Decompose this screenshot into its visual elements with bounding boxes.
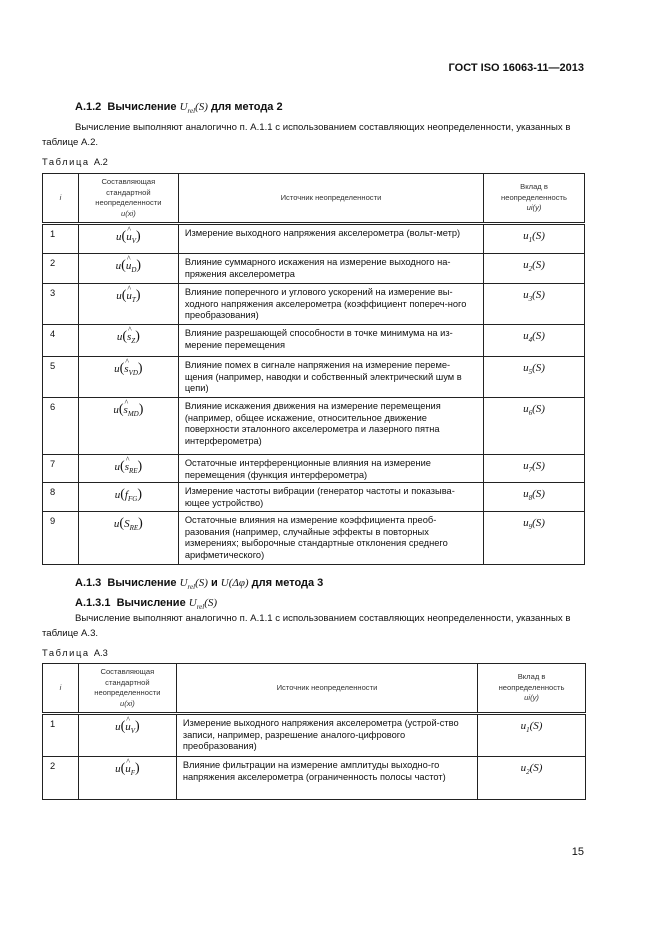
- section-heading-a13: [75, 577, 323, 591]
- row-index: 5: [43, 357, 79, 398]
- paren-close: ): [135, 761, 140, 776]
- formula-variable: ^ u: [125, 722, 131, 734]
- row-index: 2: [43, 254, 79, 284]
- row-index: 9: [43, 512, 79, 565]
- paren-close: ): [135, 719, 140, 734]
- row-index: 3: [43, 284, 79, 325]
- contribution-arg: (S): [532, 330, 545, 342]
- contribution-index: 3: [528, 295, 533, 304]
- heading-text: и: [210, 577, 218, 589]
- component-formula: [78, 254, 178, 284]
- paren-close: ): [137, 361, 143, 376]
- heading-text: Вычисление: [107, 101, 177, 113]
- heading-text: для метода 2: [210, 101, 283, 113]
- header-i: [43, 174, 79, 224]
- formula-urel: [179, 101, 208, 116]
- contribution-index: 8: [528, 494, 533, 503]
- formula-subscript: D: [131, 266, 137, 275]
- section-heading-a12: [75, 101, 283, 115]
- paren-open: (: [122, 329, 128, 344]
- contribution: [484, 254, 585, 284]
- contribution-index: 5: [528, 368, 533, 377]
- contribution-symbol: u: [523, 362, 529, 374]
- header-component-symbol: u(xi): [120, 208, 136, 218]
- contribution-symbol: u: [523, 259, 529, 271]
- header-contribution-label: Вклад в неопределенность: [501, 182, 567, 202]
- header-contribution: [484, 174, 585, 224]
- row-index: 8: [43, 483, 79, 512]
- uncertainty-source: Влияние помех в сигнале напряжения на измерение переме-щения (например, наводки и собственный электрический шум в цепи): [178, 357, 483, 398]
- formula-arg: (S): [195, 101, 208, 113]
- component-formula: [78, 757, 176, 800]
- contribution-arg: (S): [529, 720, 543, 732]
- component-formula: [78, 325, 178, 357]
- formula-subscript: V: [130, 727, 136, 736]
- heading-text: Вычисление: [107, 577, 177, 589]
- component-formula: [78, 357, 178, 398]
- row-index: 7: [43, 455, 79, 483]
- table-row: [43, 483, 585, 512]
- header-source: Источник неопределенности: [178, 174, 483, 224]
- paren-open: (: [119, 516, 125, 531]
- formula-variable: ^ s: [124, 405, 128, 417]
- contribution-index: 6: [528, 409, 533, 418]
- table-row: [43, 357, 585, 398]
- document-id: ГОСТ ISO 16063-11—2013: [448, 62, 584, 74]
- contribution-arg: (S): [532, 362, 545, 374]
- uncertainty-source: Измерение выходного напряжения акселерометра (устрой-ство записи, например, разрешение аналого-цифрового преобразования): [176, 714, 477, 757]
- paren-close: ): [137, 487, 142, 502]
- formula-subscript: RE: [128, 467, 138, 476]
- contribution-arg: (S): [532, 230, 545, 242]
- formula-variable: ^ u: [126, 261, 132, 273]
- uncertainty-source: Влияние разрешающей способности в точке минимума на из-мерение перемещения: [178, 325, 483, 357]
- header-component: [78, 174, 178, 224]
- formula-variable: S: [124, 518, 130, 530]
- formula-subscript: V: [131, 237, 136, 246]
- contribution-arg: (S): [532, 517, 545, 529]
- component-formula: [78, 483, 178, 512]
- component-formula: [78, 224, 178, 254]
- caption-word: Таблица: [42, 157, 90, 167]
- formula-function: u: [116, 331, 123, 343]
- table-row: [43, 224, 585, 254]
- section-number: А.1.3: [75, 577, 102, 589]
- table-row: [43, 325, 585, 357]
- row-index: 1: [43, 224, 79, 254]
- formula-subscript: rel: [187, 107, 196, 116]
- header-component-label: Составляющая стандартной неопределенности: [94, 667, 161, 697]
- header-component-symbol: u(xi): [119, 698, 135, 708]
- contribution: [484, 325, 585, 357]
- caption-number: А.2: [93, 157, 108, 167]
- page-number: 15: [571, 846, 584, 858]
- formula-subscript: T: [131, 296, 136, 305]
- contribution-symbol: u: [523, 330, 529, 342]
- component-formula: [78, 398, 178, 455]
- header-contribution-label: Вклад в неопределенность: [498, 672, 565, 692]
- formula-variable: ^ s: [125, 462, 129, 474]
- formula-variable: ^ u: [125, 764, 131, 776]
- contribution-index: 1: [528, 236, 533, 245]
- table-caption-a3: [42, 648, 108, 658]
- section-number: А.1.2: [75, 101, 102, 113]
- paren-close: ): [135, 329, 140, 344]
- formula-subscript: F: [130, 769, 136, 778]
- contribution: [484, 284, 585, 325]
- uncertainty-source: Влияние фильтрации на измерение амплитуды выходно-го напряжения акселерометра (ограниченность полосы частот): [176, 757, 477, 800]
- contribution: [484, 224, 585, 254]
- component-formula: [78, 714, 176, 757]
- header-i-label: i: [59, 682, 62, 692]
- row-index: 2: [43, 757, 79, 800]
- heading-text: Вычисление: [116, 597, 186, 609]
- formula-function: u: [116, 290, 122, 302]
- table-row: [43, 455, 585, 483]
- contribution-symbol: u: [523, 230, 529, 242]
- header-contribution: [478, 664, 586, 714]
- contribution-symbol: u: [523, 403, 529, 415]
- contribution-symbol: u: [523, 517, 529, 529]
- formula-urel: [179, 577, 208, 592]
- table-row: [43, 512, 585, 565]
- table-row: [43, 714, 586, 757]
- contribution-symbol: u: [523, 460, 529, 472]
- formula-function: u: [115, 763, 121, 775]
- header-contribution-symbol: ui(y): [526, 203, 542, 213]
- contribution-arg: (S): [532, 403, 545, 415]
- formula-variable: ^ u: [126, 232, 132, 244]
- contribution-arg: (S): [532, 259, 545, 271]
- component-formula: [78, 455, 178, 483]
- formula-subscript: RE: [129, 524, 139, 533]
- contribution: [478, 757, 586, 800]
- paren-open: (: [121, 288, 127, 303]
- formula-symbol: U: [188, 597, 197, 609]
- contribution: [484, 455, 585, 483]
- formula-variable: ^ u: [126, 291, 132, 303]
- paragraph: Вычисление выполняют аналогично п. А.1.1 с использованием составляющих неопределенности, указанных в таблице А.2.: [42, 122, 571, 148]
- paren-close: ): [136, 229, 141, 244]
- formula-variable: ^ s: [124, 364, 128, 376]
- header-i-label: i: [59, 192, 62, 202]
- uncertainty-source: Влияние суммарного искажения на измерение выходного на-пряжения акселерометра: [178, 254, 483, 284]
- formula-function: u: [116, 231, 122, 243]
- component-formula: [78, 512, 178, 565]
- header-component: [78, 664, 176, 714]
- formula-subscript: Z: [131, 337, 136, 346]
- contribution: [484, 483, 585, 512]
- contribution-arg: (S): [532, 488, 545, 500]
- table-caption-a2: [42, 157, 108, 167]
- paren-open: (: [120, 761, 126, 776]
- caption-word: Таблица: [42, 648, 90, 658]
- contribution: [484, 357, 585, 398]
- paren-open: (: [120, 487, 125, 502]
- formula-variable: f: [124, 489, 128, 501]
- contribution-index: 2: [526, 768, 530, 777]
- paren-open: (: [121, 229, 127, 244]
- formula-function: u: [114, 461, 121, 473]
- table-a2: [42, 173, 585, 565]
- uncertainty-source: Измерение выходного напряжения акселерометра (вольт-метр): [178, 224, 483, 254]
- paren-open: (: [120, 459, 125, 474]
- contribution-arg: (S): [529, 762, 543, 774]
- contribution-symbol: u: [523, 488, 529, 500]
- section-number: А.1.3.1: [75, 597, 111, 609]
- paren-close: ): [137, 459, 143, 474]
- uncertainty-source: Влияние поперечного и углового ускорений на измерение вы-ходного напряжения акселерометра (коэффициент попереч-ного преобразования): [178, 284, 483, 325]
- paren-open: (: [118, 402, 124, 417]
- contribution-symbol: u: [523, 289, 529, 301]
- paren-open: (: [121, 258, 126, 273]
- header-source: Источник неопределенности: [176, 664, 477, 714]
- formula-urel: [188, 597, 218, 612]
- formula-symbol: U: [179, 101, 188, 113]
- formula-function: u: [113, 518, 120, 530]
- section-heading-a131: [75, 597, 217, 611]
- paren-close: ): [135, 288, 141, 303]
- contribution-index: 7: [528, 466, 533, 475]
- formula-symbol: U: [179, 577, 188, 589]
- contribution-index: 9: [528, 523, 533, 532]
- formula-arg: (S): [195, 577, 208, 589]
- row-index: 1: [43, 714, 79, 757]
- formula-subscript: FG: [127, 495, 138, 504]
- paren-close: ): [136, 258, 142, 273]
- formula-function: u: [114, 489, 121, 501]
- paragraph: Вычисление выполняют аналогично п. А.1.1 с использованием составляющих неопределенности, указанных в таблице А.3.: [42, 613, 571, 639]
- component-formula: [78, 284, 178, 325]
- paren-open: (: [120, 719, 126, 734]
- heading-text: для метода 3: [251, 577, 324, 589]
- uncertainty-source: Измерение частоты вибрации (генератор частоты и показыва-ющее устройство): [178, 483, 483, 512]
- contribution: [478, 714, 586, 757]
- table-row: [43, 254, 585, 284]
- formula-subscript: rel: [187, 583, 196, 592]
- contribution-index: 2: [528, 265, 533, 274]
- header-i: [43, 664, 79, 714]
- paren-open: (: [119, 361, 125, 376]
- formula-subscript: VD: [128, 369, 138, 378]
- header-component-label: Составляющая стандартной неопределенности: [95, 177, 162, 207]
- formula-subscript: rel: [196, 603, 205, 612]
- contribution-index: 1: [526, 726, 530, 735]
- formula-function: u: [114, 363, 120, 375]
- contribution: [484, 512, 585, 565]
- row-index: 6: [43, 398, 79, 455]
- formula-function: u: [115, 721, 121, 733]
- uncertainty-source: Влияние искажения движения на измерение перемещения (например, общее искажение, относительное движение поверхности эталонного акселерометра и лазерного пятна интерферометра): [178, 398, 483, 455]
- table-row: [43, 757, 586, 800]
- uncertainty-source: Остаточные интерференционные влияния на измерение перемещения (функция интерферометра): [178, 455, 483, 483]
- contribution-symbol: u: [520, 762, 527, 774]
- header-contribution-symbol: ui(y): [524, 693, 539, 703]
- table-row: [43, 284, 585, 325]
- formula-subscript: MD: [127, 410, 139, 419]
- contribution-index: 4: [528, 336, 533, 345]
- paren-close: ): [138, 402, 144, 417]
- table-a3: [42, 663, 586, 800]
- contribution-arg: (S): [532, 289, 545, 301]
- formula-function: u: [115, 260, 122, 272]
- formula-function: u: [113, 404, 119, 416]
- formula-u-dphi: U(Δφ): [220, 577, 249, 589]
- paren-close: ): [138, 516, 143, 531]
- contribution-arg: (S): [532, 460, 545, 472]
- caption-number: А.3: [93, 648, 108, 658]
- contribution: [484, 398, 585, 455]
- row-index: 4: [43, 325, 79, 357]
- uncertainty-source: Остаточные влияния на измерение коэффициента преоб-разования (например, случайные эффекты в повторных измерениях; выборочные стандартные отклонения среднего арифметического): [178, 512, 483, 565]
- formula-arg: (S): [204, 597, 218, 609]
- formula-variable: ^ s: [127, 332, 131, 344]
- table-row: [43, 398, 585, 455]
- contribution-symbol: u: [520, 720, 527, 732]
